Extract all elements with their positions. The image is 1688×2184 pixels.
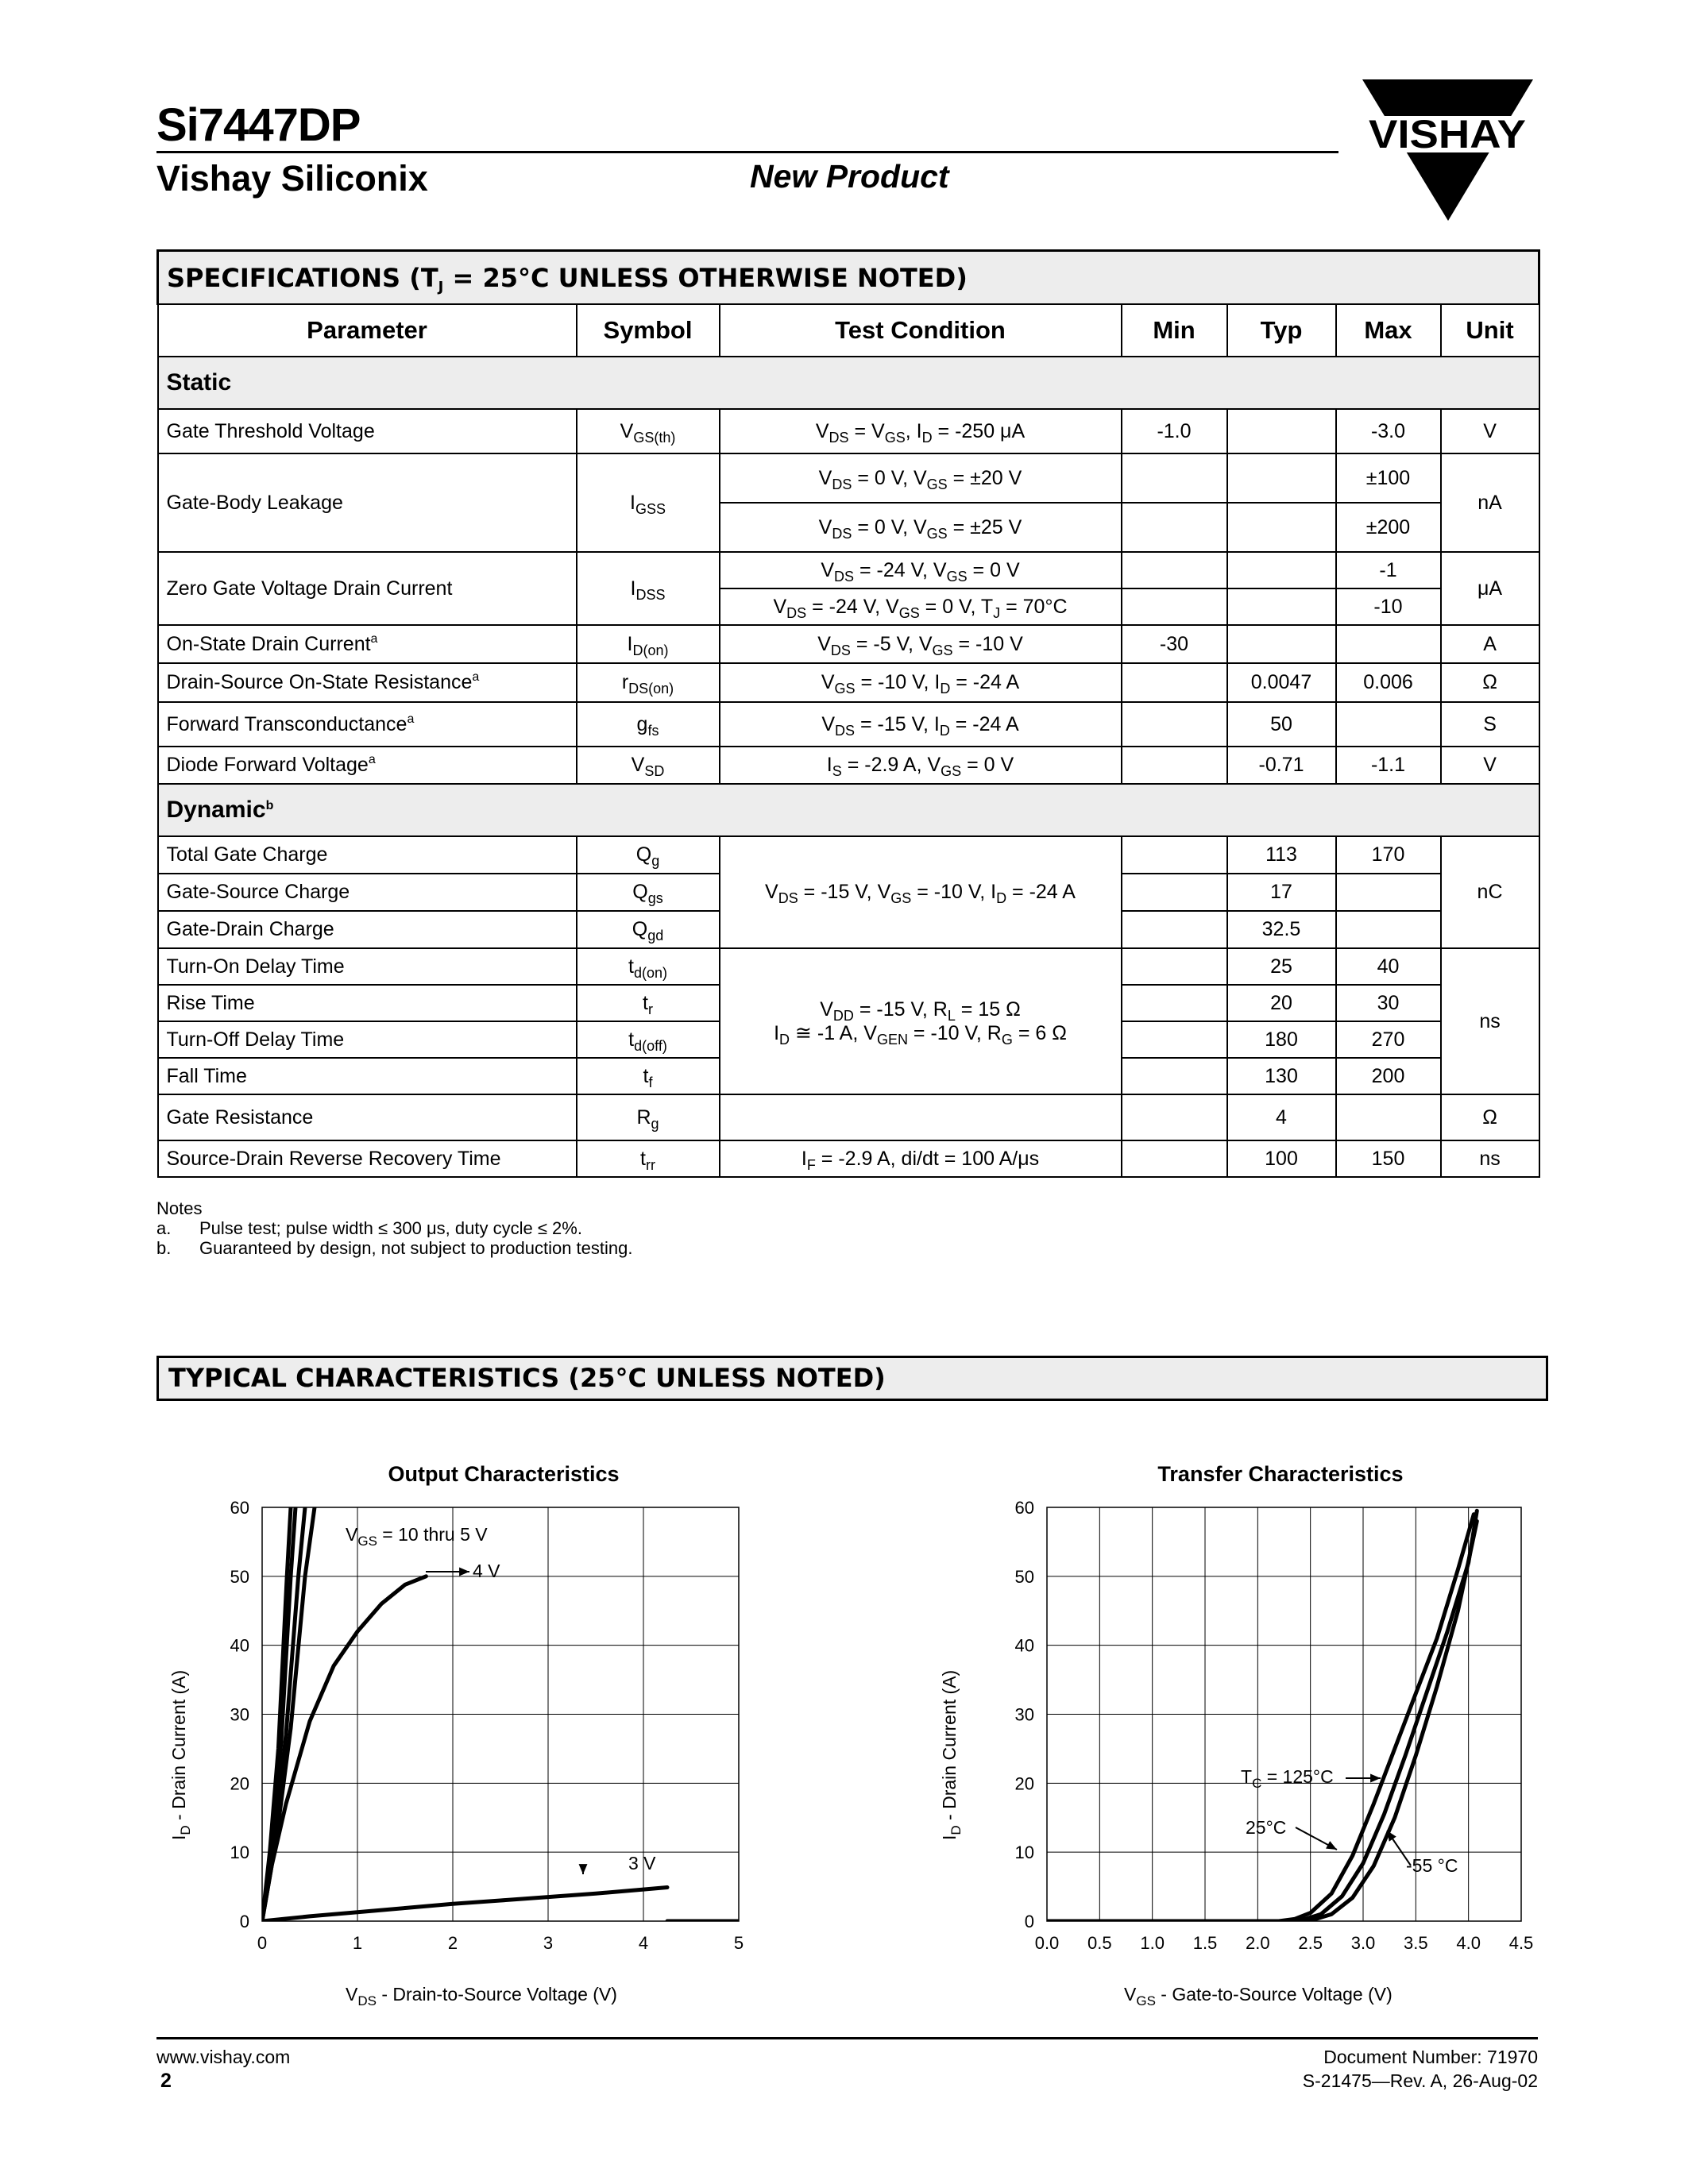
- company-name: Vishay Siliconix: [156, 158, 428, 199]
- new-product-badge: New Product: [750, 158, 949, 195]
- typ-cell: 32.5: [1227, 911, 1336, 948]
- y-tick-label: 0: [1024, 1912, 1034, 1931]
- typ-cell: 130: [1227, 1058, 1336, 1094]
- param-label: Gate-Drain Charge: [158, 911, 577, 948]
- min-cell: [1122, 702, 1227, 747]
- table-row: [158, 663, 1539, 702]
- typ-cell: 4: [1227, 1094, 1336, 1140]
- min-cell: [1122, 503, 1227, 552]
- table-row: [158, 747, 1539, 784]
- plot-area: [1015, 1498, 1534, 1953]
- min-cell: [1122, 1140, 1227, 1177]
- max-cell: 0.006: [1336, 663, 1441, 702]
- transfer-characteristics-chart: [936, 1457, 1539, 2013]
- min-cell: [1122, 1058, 1227, 1094]
- condition-cell: $V_{DS} = -15$ V, $I_D = -24$ A: [720, 702, 1122, 747]
- table-row: [158, 836, 1539, 874]
- condition-cell: $V_{DS} = -24$ V, $V_{GS} = 0$ V: [720, 552, 1122, 588]
- unit-cell: ns: [1441, 1140, 1539, 1177]
- footer-right: [1303, 2045, 1538, 2093]
- typ-cell: 17: [1227, 874, 1336, 911]
- max-cell: 30: [1336, 985, 1441, 1021]
- table-row: [158, 453, 1539, 503]
- table-row: [158, 409, 1539, 453]
- symbol-cell: $t_{d(on)}$: [577, 948, 720, 985]
- unit-cell: nC: [1441, 836, 1539, 948]
- param-label: Total Gate Charge: [158, 836, 577, 874]
- annotation-25c: 25°C: [1246, 1817, 1287, 1838]
- x-tick-label: 1.0: [1140, 1933, 1165, 1953]
- annotation-tc-125: $T_C = 125^\circ C$: [1241, 1766, 1334, 1791]
- max-cell: -1.1: [1336, 747, 1441, 784]
- max-cell: 150: [1336, 1140, 1441, 1177]
- x-tick-label: 1: [352, 1933, 363, 1953]
- specifications-table: [156, 249, 1540, 1178]
- specifications-table-wrapper: [156, 249, 1538, 1178]
- typ-cell: -0.71: [1227, 747, 1336, 784]
- y-tick-label: 30: [1014, 1704, 1034, 1725]
- symbol-cell: $I_{D(on)}$: [577, 625, 720, 663]
- typ-cell: 0.0047: [1227, 663, 1336, 702]
- typ-cell: 100: [1227, 1140, 1336, 1177]
- typical-characteristics-banner: TYPICAL CHARACTERISTICS (25°C UNLESS NOTED): [156, 1356, 1548, 1401]
- symbol-cell: $Q_{gd}$: [577, 911, 720, 948]
- annotation-vgs-range: $V_{GS} = 10$ thru 5 V: [346, 1524, 488, 1549]
- table-row: [158, 552, 1539, 588]
- unit-cell: V: [1441, 409, 1539, 453]
- y-tick-label: 20: [230, 1773, 249, 1794]
- typ-cell: 25: [1227, 948, 1336, 985]
- param-label: Forward Transconductance$^a$: [158, 702, 577, 747]
- typ-cell: [1227, 503, 1336, 552]
- section-static: Static: [158, 357, 1539, 409]
- y-tick-label: 10: [230, 1843, 249, 1863]
- condition-cell: $V_{DS} = -5$ V, $V_{GS} = -10$ V: [720, 625, 1122, 663]
- condition-cell: $V_{DS} = 0$ V, $V_{GS} = \pm 25$ V: [720, 503, 1122, 552]
- param-label: Turn-On Delay Time: [158, 948, 577, 985]
- condition-cell: [720, 1094, 1122, 1140]
- unit-cell: Ω: [1441, 663, 1539, 702]
- min-cell: -30: [1122, 625, 1227, 663]
- col-unit: Unit: [1441, 304, 1539, 357]
- min-cell: [1122, 747, 1227, 784]
- footer-rule: [156, 2037, 1538, 2039]
- symbol-cell: $I_{GSS}$: [577, 453, 720, 552]
- max-cell: -10: [1336, 588, 1441, 625]
- condition-cell: $I_S = -2.9$ A, $V_{GS} = 0$ V: [720, 747, 1122, 784]
- typ-cell: [1227, 552, 1336, 588]
- param-label: On-State Drain Current$^a$: [158, 625, 577, 663]
- max-cell: [1336, 625, 1441, 663]
- symbol-cell: $g_{fs}$: [577, 702, 720, 747]
- note-a: a. Pulse test; pulse width ≤ 300 μs, duty cycle ≤ 2%.: [156, 1218, 582, 1238]
- param-label: Gate Threshold Voltage: [158, 409, 577, 453]
- specifications-title: SPECIFICATIONS ($T_J = 25^\circ C$ UNLESS OTHERWISE NOTED): [158, 251, 1539, 305]
- symbol-cell: $Q_g$: [577, 836, 720, 874]
- min-cell: [1122, 1094, 1227, 1140]
- param-label: Diode Forward Voltage$^a$: [158, 747, 577, 784]
- symbol-cell: $Q_{gs}$: [577, 874, 720, 911]
- col-symbol: Symbol: [577, 304, 720, 357]
- param-label: Gate Resistance: [158, 1094, 577, 1140]
- unit-cell: A: [1441, 625, 1539, 663]
- condition-cell: $V_{GS} = -10$ V, $I_D = -24$ A: [720, 663, 1122, 702]
- header-rule: [156, 151, 1338, 153]
- symbol-cell: $t_{rr}$: [577, 1140, 720, 1177]
- y-tick-label: 60: [1014, 1498, 1034, 1518]
- param-label: Fall Time: [158, 1058, 577, 1094]
- x-tick-label: 1.5: [1192, 1933, 1218, 1953]
- x-axis-label: $V_{GS}$ - Gate-to-Source Voltage (V): [1124, 1984, 1393, 2008]
- symbol-cell: $R_g$: [577, 1094, 720, 1140]
- min-cell: [1122, 911, 1227, 948]
- x-tick-label: 3: [543, 1933, 554, 1953]
- x-tick-label: 4.5: [1508, 1933, 1534, 1953]
- condition-cell: $V_{DS} = -24$ V, $V_{GS} = 0$ V, $T_J = 70^\circ C$: [720, 588, 1122, 625]
- min-cell: [1122, 874, 1227, 911]
- col-max: Max: [1336, 304, 1441, 357]
- table-row: [158, 1140, 1539, 1177]
- param-label: Gate-Body Leakage: [158, 453, 577, 552]
- note-b: b. Guaranteed by design, not subject to production testing.: [156, 1238, 633, 1258]
- condition-cell: $I_F = -2.9$ A, di/dt = 100 A/μs: [720, 1140, 1122, 1177]
- vishay-logo: [1362, 79, 1533, 222]
- part-number: Si7447DP: [156, 99, 361, 151]
- footer-left: [156, 2045, 290, 2093]
- symbol-cell: $t_f$: [577, 1058, 720, 1094]
- max-cell: -3.0: [1336, 409, 1441, 453]
- max-cell: [1336, 911, 1441, 948]
- unit-cell: ns: [1441, 948, 1539, 1094]
- y-tick-label: 50: [230, 1566, 249, 1587]
- table-row: [158, 1094, 1539, 1140]
- min-cell: [1122, 453, 1227, 503]
- typ-cell: 50: [1227, 702, 1336, 747]
- col-min: Min: [1122, 304, 1227, 357]
- y-tick-label: 0: [239, 1912, 249, 1931]
- column-header-row: [158, 304, 1539, 357]
- unit-cell: V: [1441, 747, 1539, 784]
- x-tick-label: 0: [257, 1933, 268, 1953]
- x-tick-label: 2.0: [1246, 1933, 1270, 1953]
- x-tick-label: 0.0: [1034, 1933, 1060, 1953]
- unit-cell: S: [1441, 702, 1539, 747]
- unit-cell: Ω: [1441, 1094, 1539, 1140]
- symbol-cell: $V_{SD}$: [577, 747, 720, 784]
- condition-cell: $V_{DS} = 0$ V, $V_{GS} = \pm 20$ V: [720, 453, 1122, 503]
- max-cell: [1336, 874, 1441, 911]
- chart-title: Transfer Characteristics: [1157, 1462, 1404, 1486]
- param-label: Source-Drain Reverse Recovery Time: [158, 1140, 577, 1177]
- max-cell: [1336, 1094, 1441, 1140]
- symbol-cell: $t_r$: [577, 985, 720, 1021]
- y-tick-label: 10: [1014, 1843, 1034, 1863]
- y-tick-label: 50: [1014, 1566, 1034, 1587]
- y-tick-label: 40: [1014, 1635, 1034, 1656]
- section-dynamic: Dynamic$^b$: [158, 784, 1539, 836]
- annotation-4v: 4 V: [473, 1561, 500, 1581]
- notes-heading: Notes: [156, 1198, 203, 1218]
- x-tick-label: 4.0: [1456, 1933, 1481, 1953]
- min-cell: [1122, 836, 1227, 874]
- x-tick-label: 2.5: [1298, 1933, 1323, 1953]
- x-tick-label: 3.0: [1350, 1933, 1376, 1953]
- footer-website[interactable]: www.vishay.com: [156, 2047, 291, 2067]
- param-label: Rise Time: [158, 985, 577, 1021]
- typ-cell: 20: [1227, 985, 1336, 1021]
- typ-cell: [1227, 409, 1336, 453]
- param-label: Drain-Source On-State Resistance$^a$: [158, 663, 577, 702]
- min-cell: [1122, 663, 1227, 702]
- condition-cell: $V_{DS} = V_{GS}$, $I_D = -250$ μA: [720, 409, 1122, 453]
- unit-cell: nA: [1441, 453, 1539, 552]
- min-cell: [1122, 552, 1227, 588]
- max-cell: 270: [1336, 1021, 1441, 1058]
- col-parameter: Parameter: [158, 304, 577, 357]
- logo-text: VISHAY: [1369, 112, 1526, 156]
- x-tick-label: 3.5: [1404, 1933, 1428, 1953]
- param-label: Zero Gate Voltage Drain Current: [158, 552, 577, 625]
- typ-cell: [1227, 625, 1336, 663]
- document-number: Document Number: 71970: [1323, 2047, 1538, 2067]
- y-tick-label: 30: [230, 1704, 249, 1725]
- max-cell: 200: [1336, 1058, 1441, 1094]
- col-test-condition: Test Condition: [720, 304, 1122, 357]
- symbol-cell: $I_{DSS}$: [577, 552, 720, 625]
- output-characteristics-svg: [156, 1457, 760, 2013]
- condition-cell: $V_{DS} = -15$ V, $V_{GS} = -10$ V, $I_D = -24$ A: [720, 836, 1122, 948]
- chart-title: Output Characteristics: [388, 1462, 620, 1486]
- unit-cell: μA: [1441, 552, 1539, 625]
- typ-cell: 113: [1227, 836, 1336, 874]
- min-cell: [1122, 588, 1227, 625]
- min-cell: -1.0: [1122, 409, 1227, 453]
- max-cell: ±200: [1336, 503, 1441, 552]
- max-cell: [1336, 702, 1441, 747]
- typ-cell: [1227, 588, 1336, 625]
- col-typ: Typ: [1227, 304, 1336, 357]
- revision: S-21475—Rev. A, 26-Aug-02: [1302, 2070, 1538, 2091]
- y-tick-label: 60: [230, 1498, 249, 1518]
- symbol-cell: $r_{DS(on)}$: [577, 663, 720, 702]
- symbol-cell: $V_{GS(th)}$: [577, 409, 720, 453]
- x-tick-label: 2: [447, 1933, 458, 1953]
- typ-cell: 180: [1227, 1021, 1336, 1058]
- max-cell: -1: [1336, 552, 1441, 588]
- y-axis-label: $I_D$ - Drain Current (A): [939, 1669, 964, 1840]
- table-row: [158, 948, 1539, 985]
- x-tick-label: 4: [638, 1933, 649, 1953]
- symbol-cell: $t_{d(off)}$: [577, 1021, 720, 1058]
- table-row: [158, 702, 1539, 747]
- transfer-characteristics-svg: [936, 1457, 1539, 2013]
- notes: [156, 1198, 632, 1258]
- x-tick-label: 5: [733, 1933, 744, 1953]
- min-cell: [1122, 985, 1227, 1021]
- x-tick-label: 0.5: [1087, 1933, 1112, 1953]
- condition-cell: $V_{DD} = -15$ V, $R_L = 15$ Ω $I_D$ ≅ -1 A, $V_{GEN} = -10$ V, $R_G = 6$ Ω: [720, 948, 1122, 1094]
- output-characteristics-chart: [156, 1457, 760, 2013]
- table-row: [158, 625, 1539, 663]
- max-cell: 170: [1336, 836, 1441, 874]
- max-cell: 40: [1336, 948, 1441, 985]
- y-axis-label: $I_D$ - Drain Current (A): [168, 1669, 193, 1840]
- param-label: Turn-Off Delay Time: [158, 1021, 577, 1058]
- param-label: Gate-Source Charge: [158, 874, 577, 911]
- annotation-minus-55c: -55 °C: [1406, 1855, 1458, 1876]
- page-number: 2: [160, 2070, 172, 2092]
- annotation-3v: 3 V: [628, 1853, 656, 1873]
- x-axis-label: $V_{DS}$ - Drain-to-Source Voltage (V): [346, 1984, 617, 2008]
- typ-cell: [1227, 453, 1336, 503]
- y-tick-label: 40: [230, 1635, 249, 1656]
- y-tick-label: 20: [1014, 1773, 1034, 1794]
- max-cell: ±100: [1336, 453, 1441, 503]
- min-cell: [1122, 1021, 1227, 1058]
- min-cell: [1122, 948, 1227, 985]
